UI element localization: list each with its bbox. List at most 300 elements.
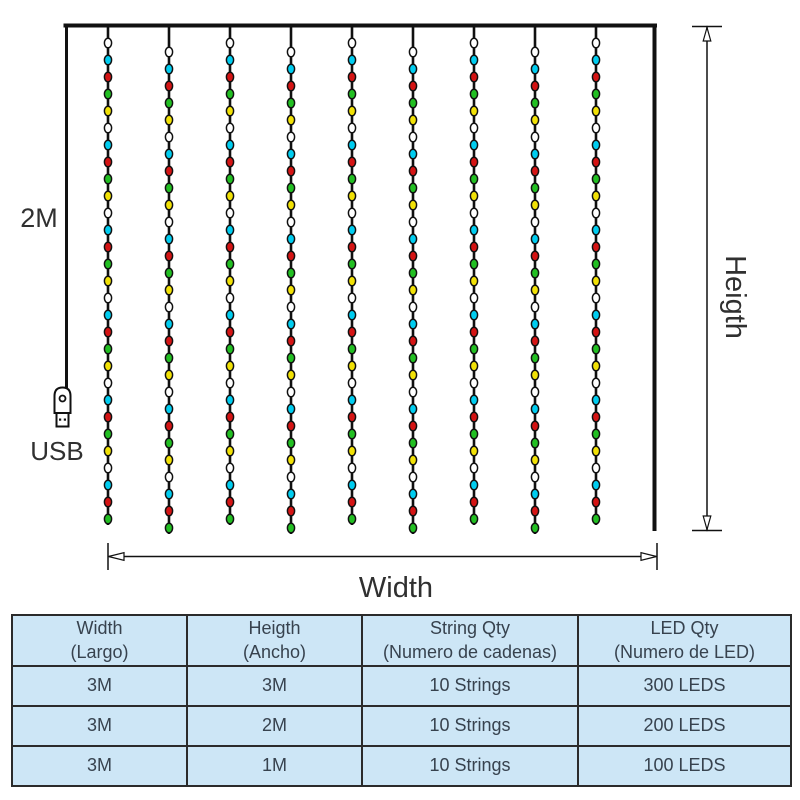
led-bulb (226, 327, 233, 337)
led-bulb (226, 123, 233, 133)
led-bulb (348, 463, 355, 473)
led-bulb (409, 404, 416, 414)
led-bulb (104, 72, 111, 82)
led-bulb (104, 378, 111, 388)
led-bulb (104, 293, 111, 303)
led-bulb (592, 259, 599, 269)
led-bulb (531, 149, 538, 159)
led-bulb (165, 268, 172, 278)
led-bulb (226, 480, 233, 490)
led-bulb (287, 455, 294, 465)
led-bulb (287, 132, 294, 142)
led-bulb (226, 276, 233, 286)
led-bulb (592, 463, 599, 473)
led-bulb (409, 455, 416, 465)
led-bulb (165, 353, 172, 363)
col-header-led-qty (578, 615, 791, 666)
led-bulb (226, 259, 233, 269)
height-arrow-top-icon (703, 28, 711, 42)
light-string (226, 27, 233, 525)
led-bulb (226, 429, 233, 439)
led-bulb (165, 523, 172, 533)
usb-label: USB (30, 436, 84, 466)
led-bulb (348, 480, 355, 490)
led-bulb (592, 327, 599, 337)
table-cell: 10 Strings (362, 746, 578, 786)
led-bulb (531, 370, 538, 380)
led-bulb (165, 98, 172, 108)
led-bulb (348, 225, 355, 235)
led-bulb (104, 310, 111, 320)
led-bulb (531, 81, 538, 91)
led-bulb (348, 174, 355, 184)
light-string (165, 27, 172, 534)
height-dimension (692, 27, 751, 531)
led-bulb (165, 319, 172, 329)
led-bulb (104, 157, 111, 167)
led-bulb (104, 412, 111, 422)
led-bulb (104, 514, 111, 524)
led-bulb (470, 344, 477, 354)
led-bulb (409, 81, 416, 91)
led-bulb (470, 361, 477, 371)
led-bulb (165, 217, 172, 227)
led-bulb (287, 302, 294, 312)
led-bulb (409, 64, 416, 74)
led-bulb (104, 106, 111, 116)
led-bulb (592, 276, 599, 286)
led-bulb (470, 89, 477, 99)
led-bulb (165, 506, 172, 516)
spec-table-header (12, 615, 791, 666)
led-bulb (592, 174, 599, 184)
led-bulb (165, 149, 172, 159)
led-bulb (165, 489, 172, 499)
led-bulb (470, 514, 477, 524)
led-bulb (165, 47, 172, 57)
led-bulb (409, 302, 416, 312)
led-bulb (226, 72, 233, 82)
led-bulb (409, 98, 416, 108)
led-bulb (287, 115, 294, 125)
led-bulb (409, 387, 416, 397)
led-bulb (531, 268, 538, 278)
led-bulb (226, 157, 233, 167)
led-bulb (470, 446, 477, 456)
led-bulb (470, 225, 477, 235)
led-bulb (165, 438, 172, 448)
left-height-label: 2M (20, 203, 58, 233)
led-bulb (531, 455, 538, 465)
led-bulb (409, 166, 416, 176)
led-bulb (287, 506, 294, 516)
led-bulb (348, 361, 355, 371)
led-bulb (165, 387, 172, 397)
led-bulb (531, 404, 538, 414)
led-bulb (531, 217, 538, 227)
height-label: Heigth (719, 255, 751, 339)
led-bulb (165, 285, 172, 295)
led-bulb (287, 336, 294, 346)
col-header-height (187, 615, 362, 666)
led-bulb (287, 251, 294, 261)
table-cell: 100 LEDS (578, 746, 791, 786)
led-bulb (287, 319, 294, 329)
led-bulb (470, 157, 477, 167)
spec-table (11, 614, 792, 787)
led-bulb (592, 106, 599, 116)
table-cell: 3M (187, 666, 362, 706)
led-bulb (531, 115, 538, 125)
led-bulb (104, 225, 111, 235)
led-bulb (531, 251, 538, 261)
led-bulb (470, 327, 477, 337)
table-row (12, 746, 791, 786)
led-bulb (104, 140, 111, 150)
width-label: Width (358, 572, 434, 604)
led-bulb (104, 361, 111, 371)
table-cell: 300 LEDS (578, 666, 791, 706)
led-bulb (348, 157, 355, 167)
led-bulb (470, 276, 477, 286)
led-bulb (531, 285, 538, 295)
spec-table-body (12, 666, 791, 786)
led-bulb (531, 302, 538, 312)
led-bulb (165, 421, 172, 431)
led-bulb (409, 115, 416, 125)
led-bulb (592, 378, 599, 388)
usb-plug-metal (57, 413, 69, 427)
led-bulb (470, 412, 477, 422)
led-bulb (104, 497, 111, 507)
led-bulb (165, 166, 172, 176)
led-bulb (348, 514, 355, 524)
led-bulb (531, 64, 538, 74)
width-arrow-left-icon (109, 553, 125, 561)
led-bulb (348, 89, 355, 99)
header-line1: LED Qty (650, 618, 719, 639)
led-bulb (348, 38, 355, 48)
led-bulb (226, 412, 233, 422)
led-bulb (531, 47, 538, 57)
led-bulb (592, 361, 599, 371)
header-row (12, 615, 791, 666)
led-bulb (592, 55, 599, 65)
table-cell: 3M (12, 666, 187, 706)
led-bulb (470, 72, 477, 82)
led-bulb (287, 47, 294, 57)
led-bulb (287, 387, 294, 397)
led-bulb (409, 47, 416, 57)
led-bulb (287, 200, 294, 210)
led-bulb (348, 55, 355, 65)
led-bulb (531, 132, 538, 142)
led-bulb (592, 395, 599, 405)
led-bulb (592, 446, 599, 456)
header-line2: (Numero de LED) (613, 641, 756, 662)
led-bulb (165, 132, 172, 142)
led-bulb (287, 64, 294, 74)
led-bulb (531, 319, 538, 329)
header-line1: String Qty (429, 618, 511, 639)
led-bulb (348, 327, 355, 337)
table-cell: 10 Strings (362, 666, 578, 706)
led-bulb (348, 293, 355, 303)
led-bulb (470, 140, 477, 150)
led-bulb (226, 293, 233, 303)
led-bulb (592, 157, 599, 167)
table-row (12, 666, 791, 706)
led-bulb (592, 123, 599, 133)
led-bulb (287, 98, 294, 108)
led-bulb (287, 183, 294, 193)
led-bulb (104, 38, 111, 48)
header-line2: (Largo) (70, 641, 129, 662)
table-cell: 3M (12, 746, 187, 786)
led-bulb (348, 497, 355, 507)
led-bulb (287, 489, 294, 499)
led-bulb (165, 370, 172, 380)
led-bulb (287, 268, 294, 278)
usb-plug-pin (64, 419, 66, 421)
led-bulb (470, 480, 477, 490)
led-bulb (348, 208, 355, 218)
header-line2: (Numero de cadenas) (382, 641, 558, 662)
table-row (12, 706, 791, 746)
led-bulb (226, 446, 233, 456)
led-bulb (592, 208, 599, 218)
led-bulb (165, 81, 172, 91)
led-bulb (226, 106, 233, 116)
led-bulb (409, 319, 416, 329)
led-bulb (409, 268, 416, 278)
light-string (470, 27, 477, 525)
led-bulb (348, 395, 355, 405)
led-bulb (592, 310, 599, 320)
led-bulb (104, 174, 111, 184)
led-bulb (287, 81, 294, 91)
led-bulb (592, 293, 599, 303)
led-bulb (592, 514, 599, 524)
led-bulb (104, 344, 111, 354)
light-string (531, 27, 538, 534)
led-bulb (592, 38, 599, 48)
led-bulb (409, 438, 416, 448)
led-bulb (531, 421, 538, 431)
led-bulb (409, 132, 416, 142)
led-bulb (348, 242, 355, 252)
light-string (287, 27, 294, 534)
header-line2: (Ancho) (242, 641, 307, 662)
led-bulb (592, 497, 599, 507)
header-line1: Heigth (248, 618, 301, 639)
led-bulb (165, 404, 172, 414)
led-bulb (165, 455, 172, 465)
usb-plug-body (55, 388, 71, 414)
led-bulb (409, 489, 416, 499)
led-bulb (348, 412, 355, 422)
led-bulb (531, 438, 538, 448)
led-bulb (165, 302, 172, 312)
led-bulb (470, 242, 477, 252)
led-bulb (409, 183, 416, 193)
led-bulb (470, 293, 477, 303)
led-bulb (409, 353, 416, 363)
led-bulb (287, 421, 294, 431)
col-header-width (12, 615, 187, 666)
led-bulb (348, 259, 355, 269)
led-bulb (531, 387, 538, 397)
led-bulb (348, 446, 355, 456)
led-bulb (592, 72, 599, 82)
led-bulb (287, 149, 294, 159)
led-bulb (409, 370, 416, 380)
led-bulb (409, 251, 416, 261)
led-bulb (409, 421, 416, 431)
table-cell: 200 LEDS (578, 706, 791, 746)
led-bulb (470, 497, 477, 507)
led-bulb (470, 191, 477, 201)
led-bulb (592, 242, 599, 252)
led-bulb (104, 55, 111, 65)
usb-plug-pin (59, 419, 61, 421)
led-bulb (287, 217, 294, 227)
height-arrow-bottom-icon (703, 516, 711, 530)
table-cell: 10 Strings (362, 706, 578, 746)
led-bulb (531, 523, 538, 533)
led-bulb (226, 395, 233, 405)
led-bulb (348, 106, 355, 116)
led-bulb (531, 353, 538, 363)
led-bulb (165, 472, 172, 482)
led-bulb (470, 310, 477, 320)
led-bulb (470, 174, 477, 184)
led-bulb (104, 242, 111, 252)
led-bulb (287, 353, 294, 363)
led-bulb (470, 378, 477, 388)
led-bulb (226, 361, 233, 371)
led-bulb (226, 310, 233, 320)
curtain-strings (104, 27, 599, 534)
led-bulb (409, 336, 416, 346)
led-bulb (531, 98, 538, 108)
led-bulb (470, 38, 477, 48)
led-bulb (409, 234, 416, 244)
led-bulb (470, 106, 477, 116)
led-bulb (104, 89, 111, 99)
led-bulb (531, 489, 538, 499)
led-bulb (104, 395, 111, 405)
led-bulb (287, 523, 294, 533)
led-bulb (348, 344, 355, 354)
led-bulb (226, 497, 233, 507)
led-bulb (226, 55, 233, 65)
led-bulb (226, 191, 233, 201)
led-bulb (226, 174, 233, 184)
table-cell: 3M (12, 706, 187, 746)
led-bulb (226, 225, 233, 235)
led-bulb (531, 234, 538, 244)
led-bulb (531, 336, 538, 346)
led-bulb (226, 242, 233, 252)
led-bulb (348, 276, 355, 286)
led-bulb (104, 123, 111, 133)
table-cell: 1M (187, 746, 362, 786)
led-bulb (165, 336, 172, 346)
led-bulb (226, 140, 233, 150)
led-bulb (409, 217, 416, 227)
light-string (592, 27, 599, 525)
led-bulb (531, 183, 538, 193)
led-bulb (287, 285, 294, 295)
led-bulb (287, 404, 294, 414)
led-bulb (470, 429, 477, 439)
led-bulb (226, 463, 233, 473)
table-cell: 2M (187, 706, 362, 746)
usb-plug-icon (55, 388, 71, 427)
led-bulb (470, 55, 477, 65)
led-bulb (226, 208, 233, 218)
led-bulb (592, 89, 599, 99)
led-bulb (531, 166, 538, 176)
led-bulb (287, 370, 294, 380)
led-bulb (592, 344, 599, 354)
light-string (409, 27, 416, 534)
led-bulb (470, 208, 477, 218)
led-bulb (409, 523, 416, 533)
led-bulb (348, 123, 355, 133)
led-bulb (226, 89, 233, 99)
led-bulb (592, 429, 599, 439)
led-bulb (409, 200, 416, 210)
led-bulb (531, 200, 538, 210)
led-bulb (165, 64, 172, 74)
led-bulb (348, 140, 355, 150)
led-bulb (165, 251, 172, 261)
led-bulb (104, 327, 111, 337)
led-bulb (409, 285, 416, 295)
led-bulb (409, 472, 416, 482)
led-bulb (592, 140, 599, 150)
led-bulb (531, 472, 538, 482)
led-bulb (409, 506, 416, 516)
led-bulb (104, 191, 111, 201)
width-arrow-right-icon (641, 553, 657, 561)
led-bulb (226, 38, 233, 48)
led-bulb (348, 310, 355, 320)
led-bulb (592, 191, 599, 201)
led-bulb (287, 438, 294, 448)
header-line1: Width (76, 618, 123, 639)
led-bulb (348, 191, 355, 201)
led-bulb (287, 472, 294, 482)
led-bulb (104, 446, 111, 456)
led-bulb (226, 378, 233, 388)
col-header-string-qty (362, 615, 578, 666)
led-bulb (226, 344, 233, 354)
led-bulb (348, 378, 355, 388)
led-bulb (287, 166, 294, 176)
led-bulb (348, 72, 355, 82)
led-bulb (592, 412, 599, 422)
led-bulb (470, 259, 477, 269)
light-string (348, 27, 355, 525)
led-bulb (409, 149, 416, 159)
led-bulb (165, 115, 172, 125)
led-bulb (165, 200, 172, 210)
led-bulb (226, 514, 233, 524)
led-bulb (104, 480, 111, 490)
